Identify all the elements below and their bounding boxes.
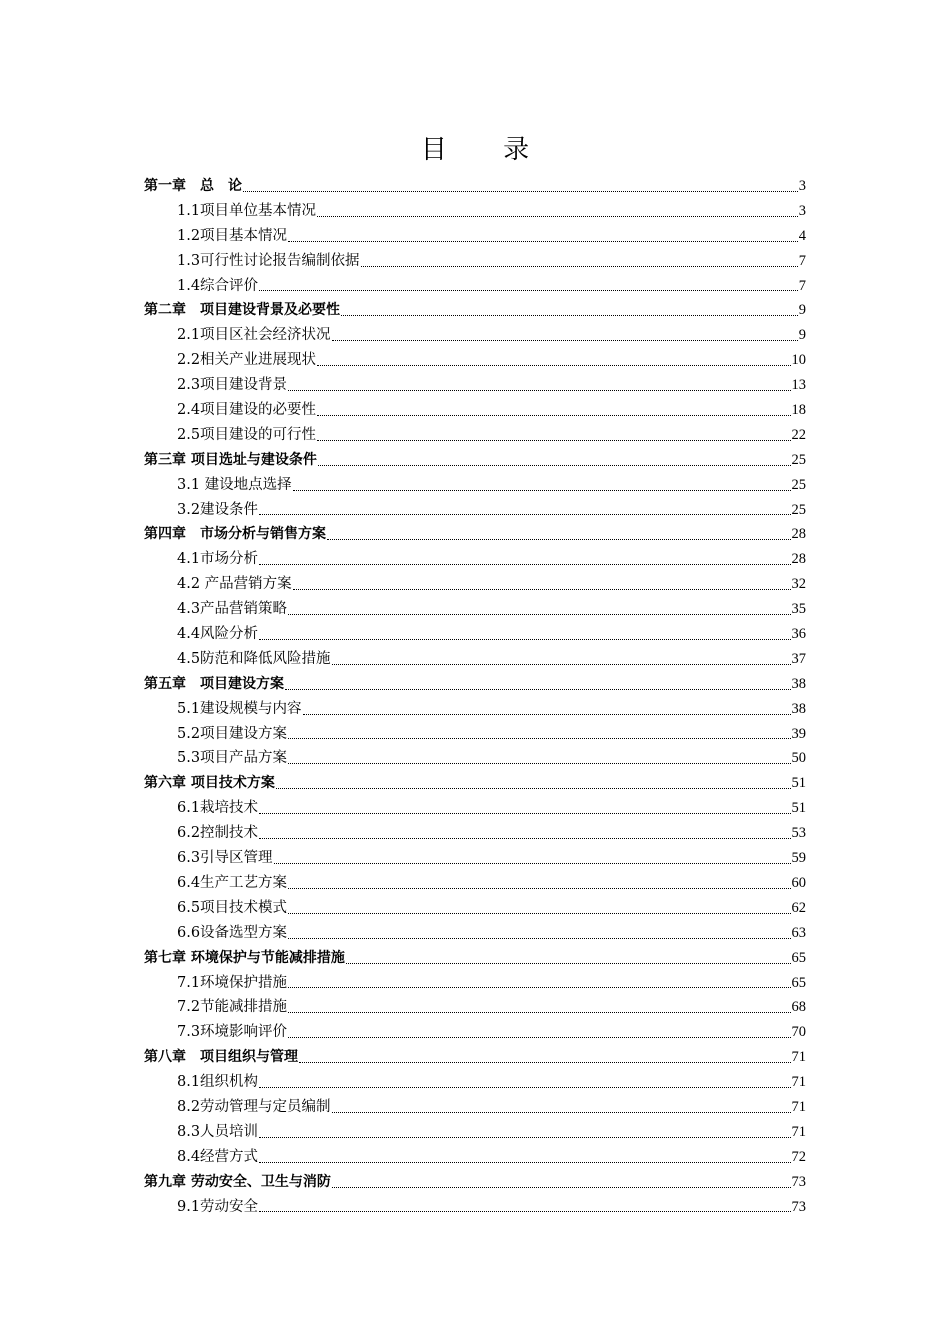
toc-section-entry[interactable] [144,971,806,996]
toc-dot-leader [288,986,790,988]
toc-dot-leader [293,489,791,491]
toc-entry-label: 8.1组织机构 [177,1074,259,1091]
toc-dot-leader [288,389,790,391]
toc-section-entry[interactable] [144,597,806,622]
toc-chapter-entry[interactable] [144,448,806,473]
toc-dot-leader [299,1061,791,1063]
toc-entry-label: 1.3可行性讨论报告编制依据 [177,252,360,269]
toc-page-number: 25 [791,501,806,518]
toc-page-number: 62 [791,899,806,916]
toc-entry-label: 第二章 项目建设背景及必要性 [144,302,340,319]
toc-page-number: 70 [791,1024,806,1041]
toc-section-entry[interactable] [144,647,806,672]
toc-dot-leader [332,339,798,341]
toc-dot-leader [317,439,790,441]
toc-dot-leader [288,613,790,615]
toc-page-number: 73 [791,1173,806,1190]
toc-entry-label: 2.2相关产业进展现状 [177,352,317,369]
toc-entry-label: 第九章 劳动安全、卫生与消防 [144,1173,331,1190]
toc-dot-leader [259,1086,790,1088]
toc-entry-label: 8.4经营方式 [177,1148,259,1165]
toc-page-number: 28 [791,526,806,543]
toc-dot-leader [317,364,790,366]
toc-entry-label: 第七章 环境保护与节能减排措施 [144,949,345,966]
toc-entry-label: 2.4项目建设的必要性 [177,402,317,419]
toc-dot-leader [259,812,790,814]
toc-dot-leader [288,762,790,764]
toc-page-number: 28 [791,551,806,568]
toc-section-entry[interactable] [144,1195,806,1220]
toc-entry-label: 6.2控制技术 [177,825,259,842]
toc-chapter-entry[interactable] [144,522,806,547]
toc-page-number: 38 [791,700,806,717]
toc-dot-leader [288,240,798,242]
toc-section-entry[interactable] [144,473,806,498]
toc-page-number: 60 [791,874,806,891]
toc-page-number: 10 [791,352,806,369]
toc-page-number: 71 [791,1074,806,1091]
toc-section-entry[interactable] [144,1120,806,1145]
toc-section-entry[interactable] [144,1020,806,1045]
toc-section-entry[interactable] [144,423,806,448]
toc-section-entry[interactable] [144,796,806,821]
toc-section-entry[interactable] [144,1145,806,1170]
toc-page-number: 50 [791,750,806,767]
toc-page-number: 65 [791,974,806,991]
toc-page-number: 71 [791,1098,806,1115]
toc-page-number: 71 [791,1123,806,1140]
toc-chapter-entry[interactable] [144,1170,806,1195]
toc-dot-leader [288,912,790,914]
toc-entry-label: 1.2项目基本情况 [177,227,288,244]
toc-page-number: 37 [791,650,806,667]
toc-section-entry[interactable] [144,871,806,896]
toc-page-number: 25 [791,451,806,468]
toc-page-number: 35 [791,601,806,618]
toc-dot-leader [259,837,790,839]
toc-chapter-entry[interactable] [144,771,806,796]
toc-dot-leader [276,787,791,789]
toc-page-number: 13 [791,377,806,394]
toc-entry-label: 1.1项目单位基本情况 [177,202,317,219]
toc-page-number: 59 [791,850,806,867]
toc-dot-leader [303,713,791,715]
toc-entry-label: 5.2项目建设方案 [177,725,288,742]
toc-dot-leader [317,414,790,416]
toc-entry-label: 第三章 项目选址与建设条件 [144,451,317,468]
page-title: 目 录 [420,135,554,165]
toc-dot-leader [259,1161,790,1163]
toc-page-number: 32 [791,576,806,593]
toc-dot-leader [259,289,798,291]
toc-entry-label: 6.3引导区管理 [177,850,273,867]
table-of-contents [144,174,806,1219]
toc-entry-label: 2.1项目区社会经济状况 [177,327,331,344]
toc-dot-leader [332,1111,791,1113]
toc-chapter-entry[interactable] [144,672,806,697]
toc-section-entry[interactable] [144,896,806,921]
toc-entry-label: 6.5项目技术模式 [177,899,288,916]
toc-page-number: 71 [791,1049,806,1066]
toc-entry-label: 4.4风险分析 [177,626,259,643]
toc-entry-label: 8.2劳动管理与定员编制 [177,1098,331,1115]
toc-page-number: 7 [798,252,806,269]
toc-dot-leader [259,1210,790,1212]
toc-entry-label: 6.1栽培技术 [177,800,259,817]
toc-dot-leader [259,513,790,515]
toc-page-number: 7 [798,277,806,294]
toc-page-number: 25 [791,476,806,493]
toc-dot-leader [274,862,791,864]
toc-page-number: 36 [791,626,806,643]
toc-page-number: 3 [798,178,806,194]
toc-entry-label: 4.2 产品营销方案 [177,576,292,593]
toc-section-entry[interactable] [144,249,806,274]
toc-entry-label: 7.1环境保护措施 [177,974,288,991]
toc-entry-label: 第八章 项目组织与管理 [144,1049,298,1066]
toc-entry-label: 4.5防范和降低风险措施 [177,650,331,667]
toc-page-number: 22 [791,426,806,443]
toc-page-number: 9 [798,327,806,344]
toc-dot-leader [288,1011,790,1013]
toc-section-entry[interactable] [144,547,806,572]
toc-entry-label: 7.3环境影响评价 [177,1024,288,1041]
toc-section-entry[interactable] [144,746,806,771]
toc-dot-leader [318,464,791,466]
toc-entry-label: 第六章 项目技术方案 [144,775,275,792]
toc-page-number: 65 [791,949,806,966]
toc-page-number: 4 [798,227,806,244]
toc-entry-label: 4.1市场分析 [177,551,259,568]
toc-dot-leader [341,314,798,316]
toc-section-entry[interactable] [144,722,806,747]
toc-dot-leader [361,265,798,267]
toc-entry-label: 8.3人员培训 [177,1123,259,1140]
toc-section-entry[interactable] [144,846,806,871]
toc-page-number: 39 [791,725,806,742]
toc-section-entry[interactable] [144,398,806,423]
toc-dot-leader [259,563,790,565]
toc-chapter-entry[interactable] [144,946,806,971]
toc-dot-leader [288,887,790,889]
toc-entry-label: 3.2建设条件 [177,501,259,518]
toc-dot-leader [285,688,791,690]
toc-section-entry[interactable] [144,323,806,348]
toc-section-entry[interactable] [144,921,806,946]
toc-page-number: 51 [791,775,806,792]
toc-dot-leader [243,190,798,192]
toc-section-entry[interactable] [144,373,806,398]
toc-section-entry[interactable] [144,199,806,224]
toc-page-number: 38 [791,675,806,692]
toc-dot-leader [346,962,791,964]
toc-entry-label: 6.4生产工艺方案 [177,874,288,891]
toc-section-entry[interactable] [144,995,806,1020]
toc-entry-label: 第四章 市场分析与销售方案 [144,526,326,543]
toc-page-number: 68 [791,999,806,1016]
toc-dot-leader [288,1036,790,1038]
toc-chapter-entry[interactable] [144,1045,806,1070]
toc-entry-label: 4.3产品营销策略 [177,601,288,618]
toc-entry-label: 3.1 建设地点选择 [177,476,292,493]
toc-section-entry[interactable] [144,622,806,647]
toc-section-entry[interactable] [144,224,806,249]
toc-entry-label: 第五章 项目建设方案 [144,675,284,692]
toc-entry-label: 第一章 总 论 [144,178,242,194]
toc-section-entry[interactable] [144,1095,806,1120]
toc-page-number: 9 [798,302,806,319]
toc-page-number: 18 [791,402,806,419]
toc-dot-leader [332,1186,791,1188]
toc-section-entry[interactable] [144,498,806,523]
toc-page-number: 63 [791,924,806,941]
toc-dot-leader [332,663,791,665]
toc-section-entry[interactable] [144,572,806,597]
toc-page-number: 72 [791,1148,806,1165]
toc-section-entry[interactable] [144,348,806,373]
toc-section-entry[interactable] [144,821,806,846]
toc-dot-leader [327,538,791,540]
toc-dot-leader [259,638,790,640]
toc-entry-label: 2.3项目建设背景 [177,377,288,394]
toc-page-number: 3 [798,202,806,219]
toc-dot-leader [288,737,790,739]
toc-dot-leader [293,588,791,590]
toc-entry-label: 7.2节能减排措施 [177,999,288,1016]
toc-section-entry[interactable] [144,697,806,722]
toc-entry-label: 5.1建设规模与内容 [177,700,302,717]
toc-dot-leader [259,1136,790,1138]
toc-entry-label: 1.4综合评价 [177,277,259,294]
toc-dot-leader [317,215,798,217]
toc-entry-label: 6.6设备选型方案 [177,924,288,941]
toc-section-entry[interactable] [144,1070,806,1095]
toc-entry-label: 9.1劳动安全 [177,1198,259,1215]
toc-section-entry[interactable] [144,274,806,299]
toc-dot-leader [288,937,790,939]
toc-page-number: 53 [791,825,806,842]
toc-page-number: 73 [791,1198,806,1215]
toc-entry-label: 2.5项目建设的可行性 [177,426,317,443]
toc-page-number: 51 [791,800,806,817]
toc-entry-label: 5.3项目产品方案 [177,750,288,767]
toc-chapter-entry[interactable] [144,298,806,323]
toc-chapter-entry[interactable] [144,174,806,199]
